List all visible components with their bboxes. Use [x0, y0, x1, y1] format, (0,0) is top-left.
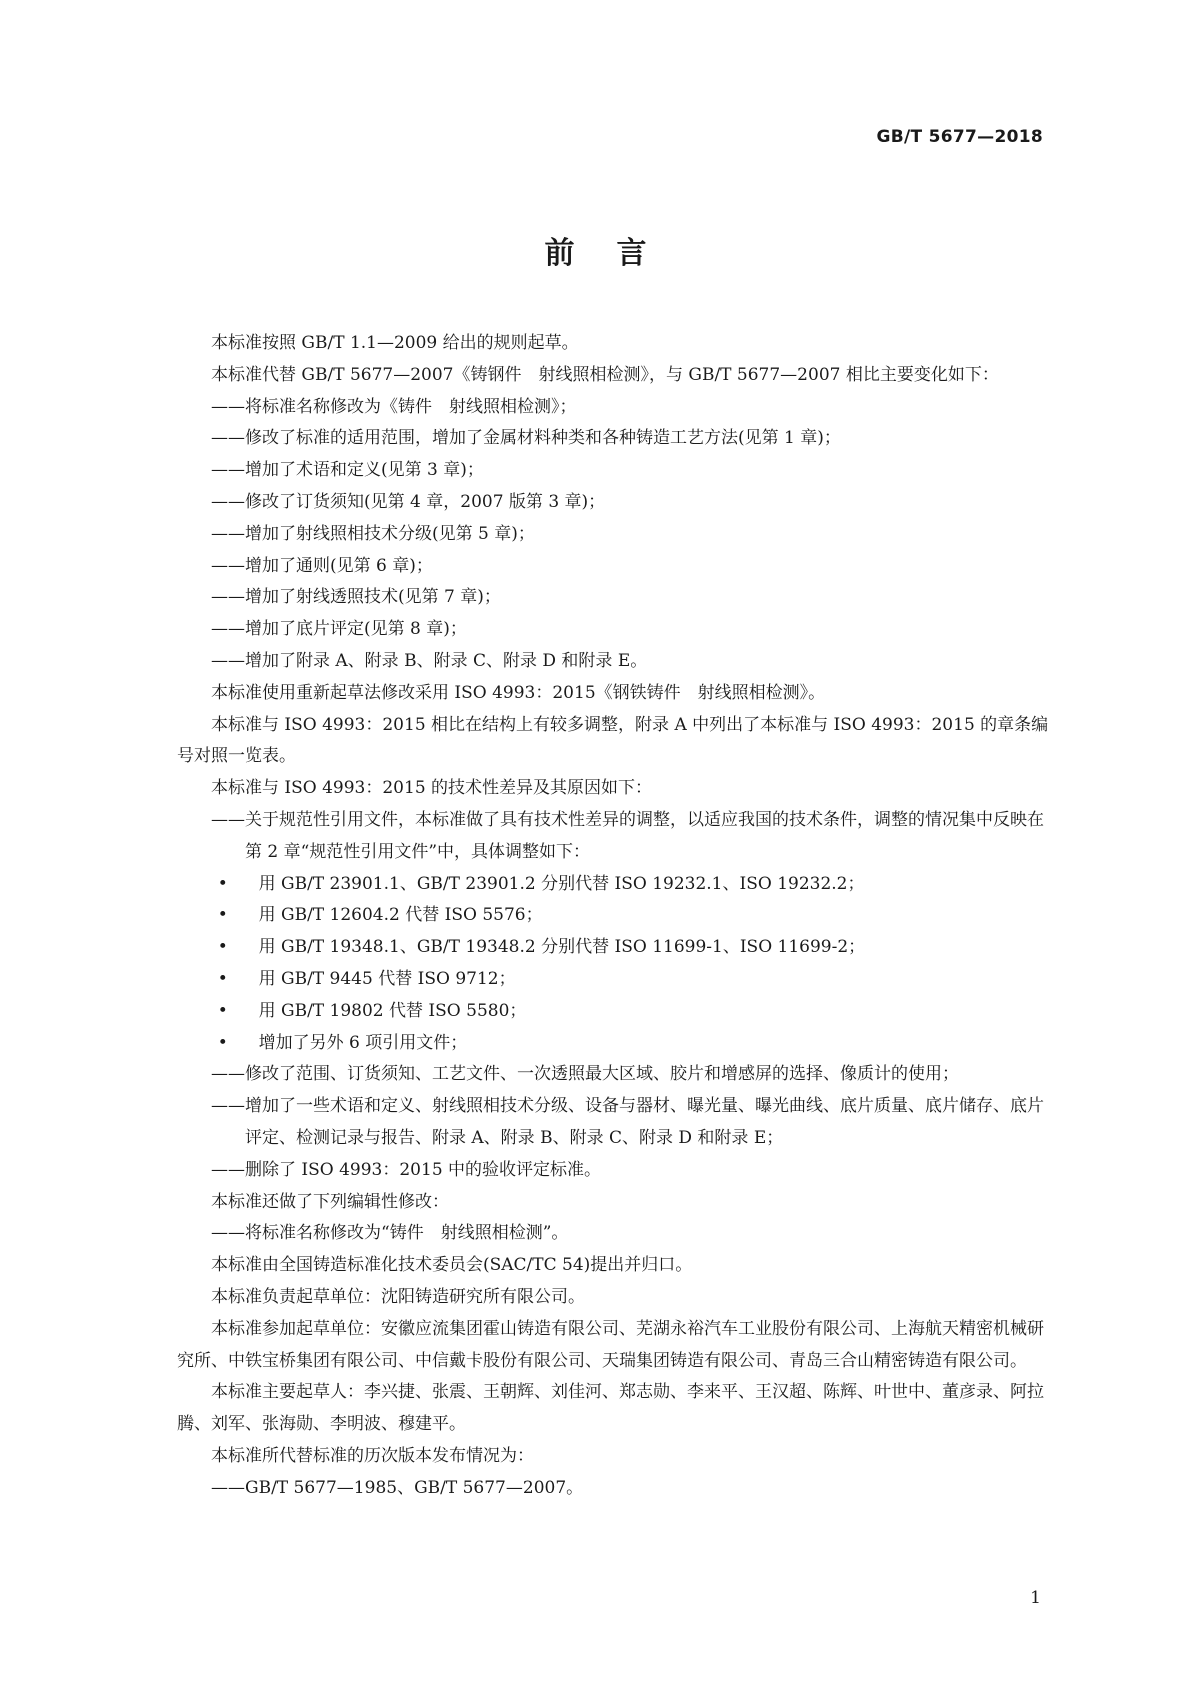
bullet-item	[177, 996, 1057, 1028]
bullet-text: 用 GB/T 12604.2 代替 ISO 5576；	[258, 905, 543, 926]
bullet-item	[177, 964, 1057, 996]
bullet-dot-icon: •	[217, 968, 228, 989]
dash-list-item: ——修改了标准的适用范围，增加了金属材料种类和各种铸造工艺方法(见第 1 章)；	[211, 428, 841, 449]
dash-list-item: ——增加了术语和定义(见第 3 章)；	[211, 460, 484, 481]
bullet-item	[177, 900, 1057, 932]
dash-list-item: ——修改了范围、订货须知、工艺文件、一次透照最大区域、胶片和增感屏的选择、像质计的使用；	[211, 1064, 959, 1085]
bullet-dot-icon: •	[217, 937, 228, 958]
paragraph: 本标准主要起草人：李兴捷、张震、王朝辉、刘佳河、郑志勋、李来平、王汉超、陈辉、叶世中、董彦录、阿拉腾、刘军、张海勋、李明波、穆建平。	[177, 1382, 1044, 1435]
bullet-text: 用 GB/T 23901.1、GB/T 23901.2 分别代替 ISO 19232.1、ISO 19232.2；	[258, 873, 865, 894]
document-body	[177, 328, 1057, 1504]
bullet-text: 用 GB/T 19802 代替 ISO 5580；	[258, 1000, 527, 1021]
bullet-text: 用 GB/T 19348.1、GB/T 19348.2 分别代替 ISO 11699-1、ISO 11699-2；	[258, 937, 866, 958]
dash-list-item: ——增加了附录 A、附录 B、附录 C、附录 D 和附录 E。	[211, 650, 648, 671]
dash-list-item: ——GB/T 5677—1985、GB/T 5677—2007。	[211, 1477, 584, 1498]
paragraph: 本标准负责起草单位：沈阳铸造研究所有限公司。	[211, 1286, 585, 1307]
paragraph: 本标准与 ISO 4993：2015 的技术性差异及其原因如下：	[211, 778, 653, 799]
bullet-dot-icon: •	[217, 905, 228, 926]
bullet-text: 用 GB/T 9445 代替 ISO 9712；	[258, 968, 516, 989]
page-title: 前言	[544, 236, 689, 271]
paragraph: 本标准还做了下列编辑性修改：	[211, 1191, 449, 1212]
paragraph: 本标准由全国铸造标准化技术委员会(SAC/TC 54)提出并归口。	[211, 1255, 693, 1276]
dash-list-item: ——增加了底片评定(见第 8 章)；	[211, 619, 467, 640]
paragraph: 本标准按照 GB/T 1.1—2009 给出的规则起草。	[211, 333, 579, 353]
dash-list-item: ——关于规范性引用文件，本标准做了具有技术性差异的调整，以适应我国的技术条件，调整的情况集中反映在第 2 章“规范性引用文件”中，具体调整如下：	[211, 809, 1044, 862]
paragraph: 本标准代替 GB/T 5677—2007《铸钢件 射线照相检测》，与 GB/T 5677—2007 相比主要变化如下：	[211, 364, 999, 385]
paragraph: 本标准使用重新起草法修改采用 ISO 4993：2015《钢铁铸件 射线照相检测》。	[211, 682, 826, 703]
dash-list-item: ——增加了射线透照技术(见第 7 章)；	[211, 587, 501, 608]
dash-list-item: ——删除了 ISO 4993：2015 中的验收评定标准。	[211, 1159, 602, 1180]
dash-list-item: ——将标准名称修改为《铸件 射线照相检测》；	[211, 396, 577, 417]
dash-list-item: ——增加了一些术语和定义、射线照相技术分级、设备与器材、曝光量、曝光曲线、底片质量、底片储存、底片评定、检测记录与报告、附录 A、附录 B、附录 C、附录 D 和附录 E；	[211, 1096, 1044, 1148]
page-number: 1	[1030, 1588, 1041, 1608]
bullet-item	[177, 932, 1057, 964]
standard-code: GB/T 5677—2018	[876, 127, 1043, 147]
bullet-dot-icon: •	[217, 1032, 228, 1053]
bullet-dot-icon: •	[217, 1000, 228, 1021]
paragraph: 本标准参加起草单位：安徽应流集团霍山铸造有限公司、芜湖永裕汽车工业股份有限公司、上海航天精密机械研究所、中铁宝桥集团有限公司、中信戴卡股份有限公司、天瑞集团铸造有限公司、青岛三合山精密铸造有限公司。	[177, 1318, 1044, 1371]
dash-list-item: ——将标准名称修改为“铸件 射线照相检测”。	[211, 1223, 569, 1244]
dash-list-item: ——增加了射线照相技术分级(见第 5 章)；	[211, 523, 535, 544]
bullet-item	[177, 869, 1057, 901]
bullet-dot-icon: •	[217, 873, 228, 894]
dash-list-item: ——增加了通则(见第 6 章)；	[211, 555, 433, 576]
bullet-item	[177, 1028, 1057, 1060]
paragraph: 本标准与 ISO 4993：2015 相比在结构上有较多调整，附录 A 中列出了本标准与 ISO 4993：2015 的章条编号对照一览表。	[177, 714, 1049, 767]
bullet-text: 增加了另外 6 项引用文件；	[258, 1032, 468, 1053]
dash-list-item: ——修改了订货须知(见第 4 章，2007 版第 3 章)；	[211, 491, 606, 512]
paragraph: 本标准所代替标准的历次版本发布情况为：	[211, 1445, 534, 1466]
